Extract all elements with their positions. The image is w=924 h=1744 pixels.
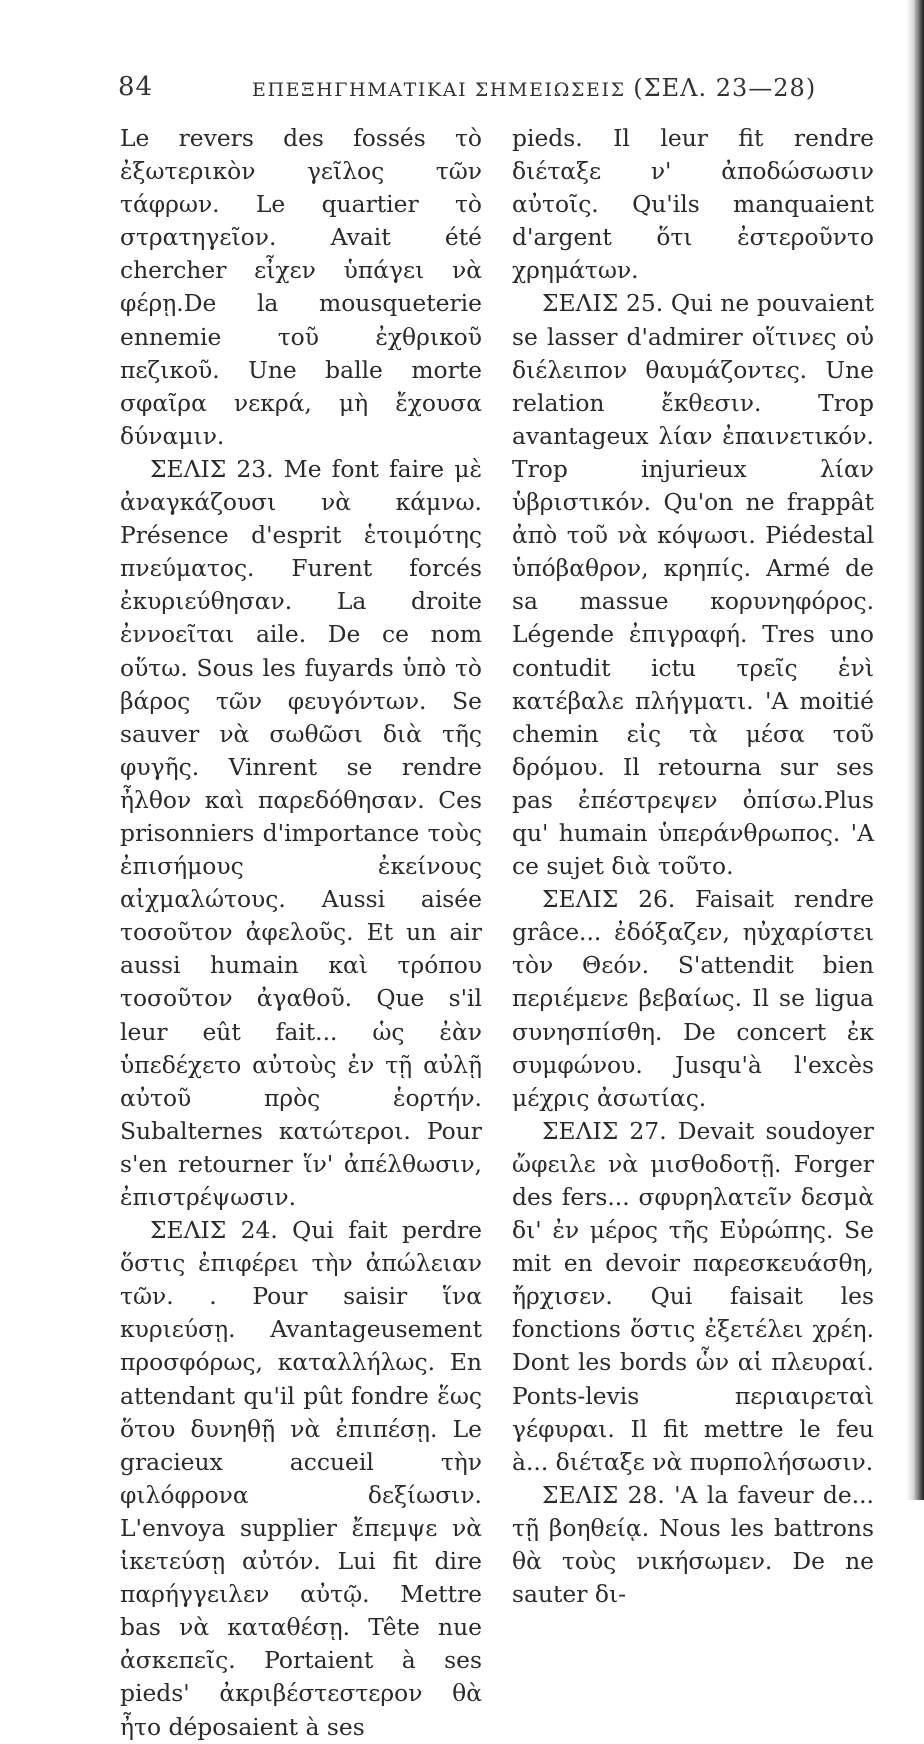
- paragraph: ΣΕΛΙΣ 28. 'A la faveur de... τῇ βοηθείᾳ. Nous les battrons θὰ τοὺς νικήσωμεν. De ne sauter δι-: [512, 1480, 874, 1609]
- running-title-text: ΕΠΕΞΗΓΗΜΑΤΙΚΑΙ ΣΗΜΕΙΩΣΕΙΣ: [252, 79, 626, 101]
- left-column: [120, 122, 482, 1744]
- paragraph: ΣΕΛΙΣ 23. Me font faire μὲ ἀναγκάζουσι νὰ κάμνω. Présence d'esprit ἑτοιμότης πνεύματος. Furent forcés ἐκυριεύθησαν. La droite ἐννοεῖται aile. De ce nom οὕτω. Sous les fuyards ὑπὸ τὸ βάρος τῶν φευγόντων. Se sauver νὰ σωθῶσι διὰ τῆς φυγῆς. Vinrent se rendre ἦλθον καὶ παρεδόθησαν. Ces prisonniers d'importance τοὺς ἐπισήμους ἐκείνους αἰχμαλώτους. Aussi aisée τοσοῦτον ἀφελοῦς. Et un air aussi humain καὶ τρόπου τοσοῦτον ἀγαθοῦ. Que s'il leur eût fait... ὡς ἐὰν ὑπεδέχετο αὐτοὺς ἐν τῇ αὐλῇ αὐτοῦ πρὸς ἑορτήν. Subalternes κατώτεροι. Pour s'en retourner ἵν' ἀπέλθωσιν, ἐπιστρέψωσιν.: [120, 454, 482, 1211]
- page-edge-shadow: [906, 0, 924, 1500]
- paragraph: Le revers des fossés τὸ ἐξωτερικὸν γεῖλος τῶν τάφρων. Le quartier τὸ στρατηγεῖον. Avait été chercher εἶχεν ὑπάγει νὰ φέρῃ.De la mousqueterie ennemie τοῦ ἐχθρικοῦ πεζικοῦ. Une balle morte σφαῖρα νεκρά, μὴ ἔχουσα δύναμιν.: [120, 124, 482, 450]
- running-title: [252, 74, 816, 102]
- right-column: [512, 122, 874, 1611]
- paragraph: ΣΕΛΙΣ 25. Qui ne pouvaient se lasser d'admirer οἵτινες οὐ διέλειπον θαυμάζοντες. Une relation ἔκθεσιν. Trop avantageux λίαν ἐπαινετικόν. Trop injurieux λίαν ὑβριστικόν. Qu'on ne frappât ἀπὸ τοῦ νὰ κόψωσι. Piédestal ὑπόβαθρον, κρηπίς. Armé de sa massue κορυνηφόρος. Légende ἐπιγραφή. Tres uno contudit ictu τρεῖς ἑνὶ κατέβαλε πλήγματι. 'A moitié chemin εἰς τὰ μέσα τοῦ δρόμου. Il retourna sur ses pas ἐπέστρεψεν ὀπίσω.Plus qu' humain ὑπεράνθρωπος. 'A ce sujet διὰ τοῦτο.: [512, 289, 874, 881]
- paragraph: ΣΕΛΙΣ 27. Devait soudoyer ὤφειλε νὰ μισθοδοτῇ. Forger des fers... σφυρηλατεῖν δεσμὰ δι' ἐν μέρος τῆς Εὐρώπης. Se mit en devoir παρεσκευάσθη, ἤρχισεν. Qui faisait les fonctions ὅστις ἐξετέλει χρέη. Dont les bords ὧν αἱ πλευραί. Ponts-levis περιαιρεταὶ γέφυραι. Il fit mettre le feu à... διέταξε νὰ πυρπολήσωσιν.: [512, 1116, 874, 1476]
- paragraph: ΣΕΛΙΣ 24. Qui fait perdre ὅστις ἐπιφέρει τὴν ἀπώλειαν τῶν. . Pour saisir ἵνα κυριεύσῃ. Avantageusement προσφόρως, καταλλήλως. En attendant qu'il pût fondre ἕως ὅτου δυνηθῇ νὰ ἐπιπέσῃ. Le gracieux accueil τὴν φιλόφρονα δεξίωσιν. L'envoya supplier ἔπεμψε νὰ ἱκετεύσῃ αὐτόν. Lui fit dire παρήγγειλεν αὐτῷ. Mettre bas νὰ καταθέσῃ. Tête nue ἀσκεπεῖς. Portaient à ses pieds' ἀκριβέστεστερον θὰ ἦτο déposaient à ses: [120, 1216, 482, 1741]
- section-range: (ΣΕΛ. 23—28): [633, 74, 817, 102]
- paragraph: ΣΕΛΙΣ 26. Faisait rendre grâce... ἐδόξαζεν, ηὐχαρίστει τὸν Θεόν. S'attendit bien περιέμενε βεβαίως. Il se ligua συνησπίσθη. De concert ἐκ συμφώνου. Jusqu'à l'excès μέχρις ἀσωτίας.: [512, 885, 874, 1112]
- paragraph: pieds. Il leur fit rendre διέταξε ν' ἀποδώσωσιν αὐτοῖς. Qu'ils manquaient d'argent ὅτι ἐστεροῦντο χρημάτων.: [512, 124, 874, 285]
- running-header: [118, 72, 818, 116]
- page-number: 84: [118, 72, 154, 102]
